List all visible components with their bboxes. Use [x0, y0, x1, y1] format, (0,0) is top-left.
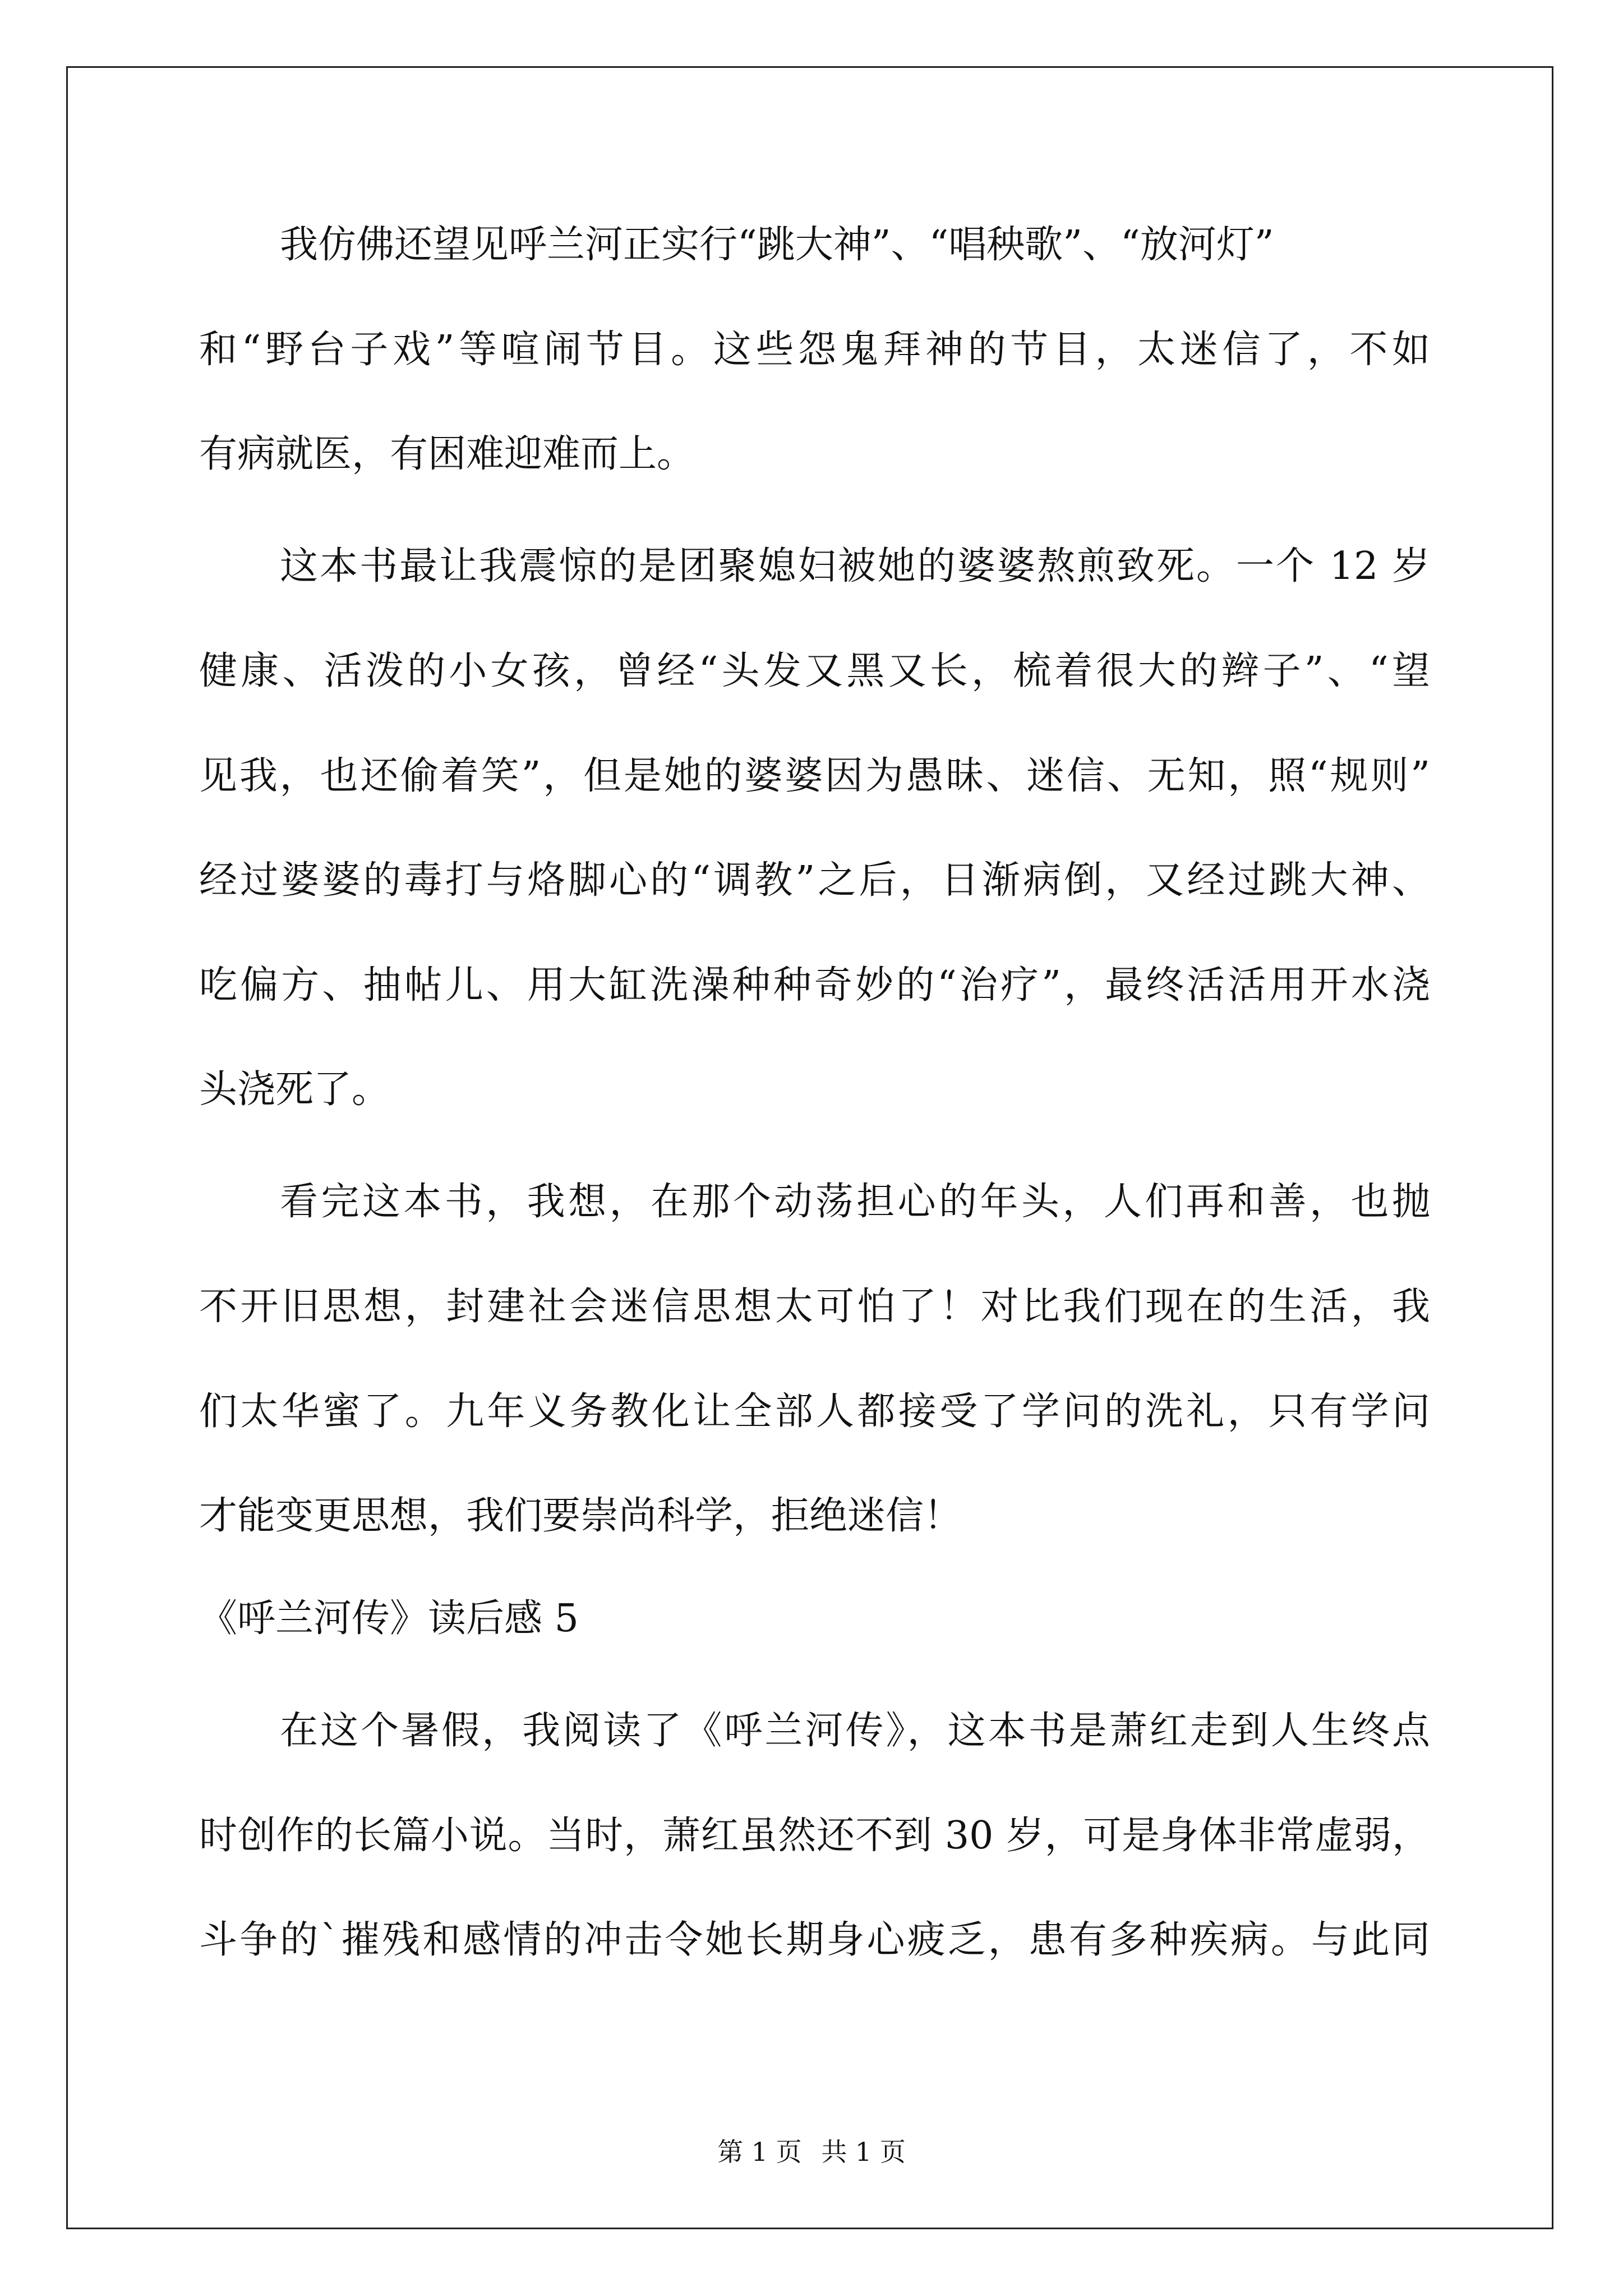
paragraph-2-line-3: 见我，也还偷着笑”，但是她的婆婆因为愚昧、迷信、无知，照“规则” — [199, 754, 1430, 798]
page-number-total: 共 1 页 — [821, 2137, 906, 2167]
paragraph-4-line-3: 斗争的`摧残和感情的冲击令她长期身心疲乏，患有多种疾病。与此同 — [199, 1918, 1430, 1962]
paragraph-2-line-6: 头浇死了。 — [199, 1068, 390, 1112]
paragraph-4-line-2: 时创作的长篇小说。当时，萧红虽然还不到 30 岁，可是身体非常虚弱， — [199, 1814, 1430, 1858]
page-footer — [0, 2135, 1623, 2169]
paragraph-3-line-2: 不开旧思想，封建社会迷信思想太可怕了！对比我们现在的生活，我 — [199, 1285, 1430, 1329]
paragraph-3-line-3: 们太华蜜了。九年义务教化让全部人都接受了学问的洗礼，只有学问 — [199, 1389, 1430, 1434]
paragraph-2-line-4: 经过婆婆的毒打与烙脚心的“调教”之后，日渐病倒，又经过跳大神、 — [199, 858, 1430, 903]
paragraph-3-line-1: 看完这本书，我想，在那个动荡担心的年头，人们再和善，也抛 — [280, 1180, 1430, 1224]
paragraph-1-line-3: 有病就医，有困难迎难而上。 — [199, 432, 695, 476]
paragraph-2-line-2: 健康、活泼的小女孩，曾经“头发又黑又长，梳着很大的辫子”、“望 — [199, 649, 1430, 693]
paragraph-3-line-4: 才能变更思想，我们要崇尚科学，拒绝迷信！ — [199, 1494, 962, 1538]
page-number-current: 第 1 页 — [717, 2137, 802, 2167]
page-border — [66, 66, 1553, 2229]
section-heading: 《呼兰河传》读后感 5 — [199, 1596, 579, 1641]
paragraph-1-line-2: 和“野台子戏”等喧闹节目。这些怨鬼拜神的节目，太迷信了，不如 — [199, 328, 1430, 372]
paragraph-1-line-1: 我仿佛还望见呼兰河正实行“跳大神”、“唱秧歌”、“放河灯” — [280, 223, 1274, 267]
paragraph-2-line-1: 这本书最让我震惊的是团聚媳妇被她的婆婆熬煎致死。一个 12 岁 — [280, 544, 1430, 588]
paragraph-4-line-1: 在这个暑假，我阅读了《呼兰河传》，这本书是萧红走到人生终点 — [280, 1709, 1430, 1753]
paragraph-2-line-5: 吃偏方、抽帖儿、用大缸洗澡种种奇妙的“治疗”，最终活活用开水浇 — [199, 963, 1430, 1007]
